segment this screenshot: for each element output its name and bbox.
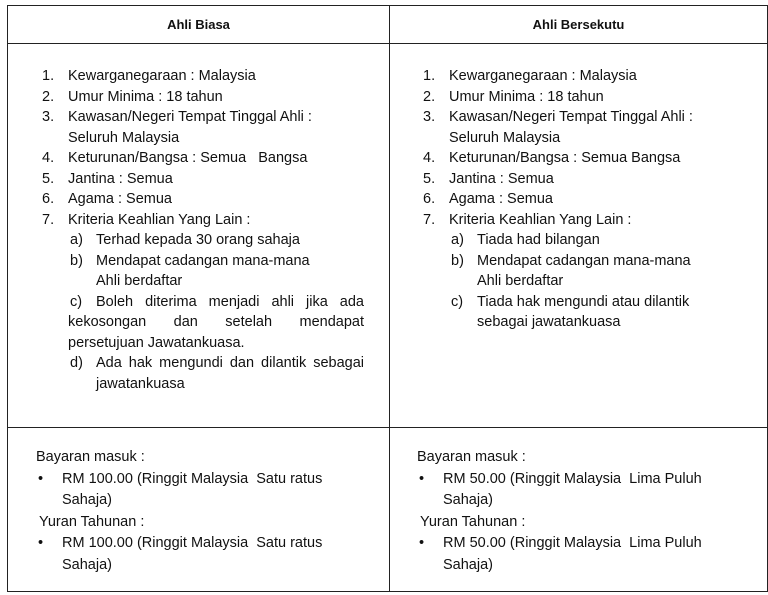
list-item: 2. Umur Minima : 18 tahun bbox=[423, 88, 604, 105]
sub-criteria-list-right bbox=[449, 230, 745, 333]
entry-fee-label: Bayaran masuk : bbox=[36, 449, 145, 465]
fees-right bbox=[417, 447, 747, 576]
list-item: a) Terhad kepada 30 orang sahaja bbox=[70, 232, 300, 248]
list-item: 4. Keturunan/Bangsa : Semua Bangsa bbox=[42, 150, 308, 166]
list-item: 4. Keturunan/Bangsa : Semua Bangsa bbox=[423, 150, 681, 166]
list-item: • RM 50.00 (Ringgit Malaysia Lima Puluh Sahaja) bbox=[419, 535, 706, 573]
list-item: c) Boleh diterima menjadi ahli jika ada kekosongan dan setelah mendapat persetujuan Jawatankuasa. bbox=[68, 293, 364, 351]
annual-fee-label: Yuran Tahunan : bbox=[39, 513, 145, 530]
sub-criteria-list-left bbox=[68, 230, 364, 394]
list-item: 1. Kewarganegaraan : Malaysia bbox=[423, 68, 637, 84]
list-item: c) Tiada hak mengundi atau dilantik sebagai jawatankuasa bbox=[451, 293, 690, 330]
fees-cell-right bbox=[390, 428, 768, 592]
list-item: 2. Umur Minima : 18 tahun bbox=[42, 88, 223, 105]
list-item: 7. Kriteria Keahlian Yang Lain : a) Tiada had bilangan b) Mendapat cadangan mana-mana Ahli berdaftar c) Tiada hak mengundi atau dilantik sebagai jawatankuasa bbox=[415, 210, 745, 333]
list-item: • RM 100.00 (Ringgit Malaysia Satu ratus Sahaja) bbox=[38, 535, 327, 573]
fees-row bbox=[8, 428, 768, 592]
list-item: a) Tiada had bilangan bbox=[451, 232, 600, 248]
header-ahli-bersekutu: Ahli Bersekutu bbox=[390, 6, 768, 44]
criteria-cell-right bbox=[390, 44, 768, 428]
list-item: 3. Kawasan/Negeri Tempat Tinggal Ahli : Seluruh Malaysia bbox=[42, 109, 312, 146]
list-item: 6. Agama : Semua bbox=[423, 191, 553, 207]
header-row bbox=[8, 6, 768, 44]
list-item: 5. Jantina : Semua bbox=[42, 170, 173, 187]
annual-fee-value: RM 100.00 (Ringgit Malaysia Satu ratus Sahaja) bbox=[62, 535, 327, 573]
list-item: b) Mendapat cadangan mana-mana Ahli berdaftar bbox=[451, 252, 691, 289]
fees-left bbox=[36, 447, 366, 576]
fees-cell-left bbox=[8, 428, 390, 592]
membership-table bbox=[7, 5, 768, 592]
list-item: 7. Kriteria Keahlian Yang Lain : a) Terhad kepada 30 orang sahaja b) Mendapat cadangan mana-mana Ahli berdaftar c) Boleh diterima menjadi ahli jika ada kekosongan dan setelah mendapat persetujuan Jawatankuasa. d) Ada hak mengundi dan dilantik sebagai jawatankuasa bbox=[34, 210, 364, 395]
list-item: d) Ada hak mengundi dan dilantik sebagai jawatankuasa bbox=[70, 355, 364, 392]
list-item: • RM 50.00 (Ringgit Malaysia Lima Puluh Sahaja) bbox=[419, 470, 706, 508]
list-item: 6. Agama : Semua bbox=[42, 191, 172, 207]
list-item: 5. Jantina : Semua bbox=[423, 170, 554, 187]
annual-fee-value: RM 50.00 (Ringgit Malaysia Lima Puluh Sahaja) bbox=[443, 535, 706, 573]
criteria-list-right bbox=[415, 66, 745, 333]
criteria-row bbox=[8, 44, 768, 428]
list-item: • RM 100.00 (Ringgit Malaysia Satu ratus Sahaja) bbox=[38, 470, 327, 508]
entry-fee-value: RM 100.00 (Ringgit Malaysia Satu ratus Sahaja) bbox=[62, 470, 327, 508]
criteria-list-left bbox=[34, 66, 364, 394]
entry-fee-value: RM 50.00 (Ringgit Malaysia Lima Puluh Sahaja) bbox=[443, 470, 706, 508]
list-item: b) Mendapat cadangan mana-mana Ahli berdaftar bbox=[70, 252, 310, 289]
entry-fee-label: Bayaran masuk : bbox=[417, 449, 526, 465]
list-item: 1. Kewarganegaraan : Malaysia bbox=[42, 68, 256, 84]
criteria-cell-left bbox=[8, 44, 390, 428]
list-item: 3. Kawasan/Negeri Tempat Tinggal Ahli : Seluruh Malaysia bbox=[423, 109, 693, 146]
header-ahli-biasa: Ahli Biasa bbox=[8, 6, 390, 44]
annual-fee-label: Yuran Tahunan : bbox=[420, 513, 526, 530]
